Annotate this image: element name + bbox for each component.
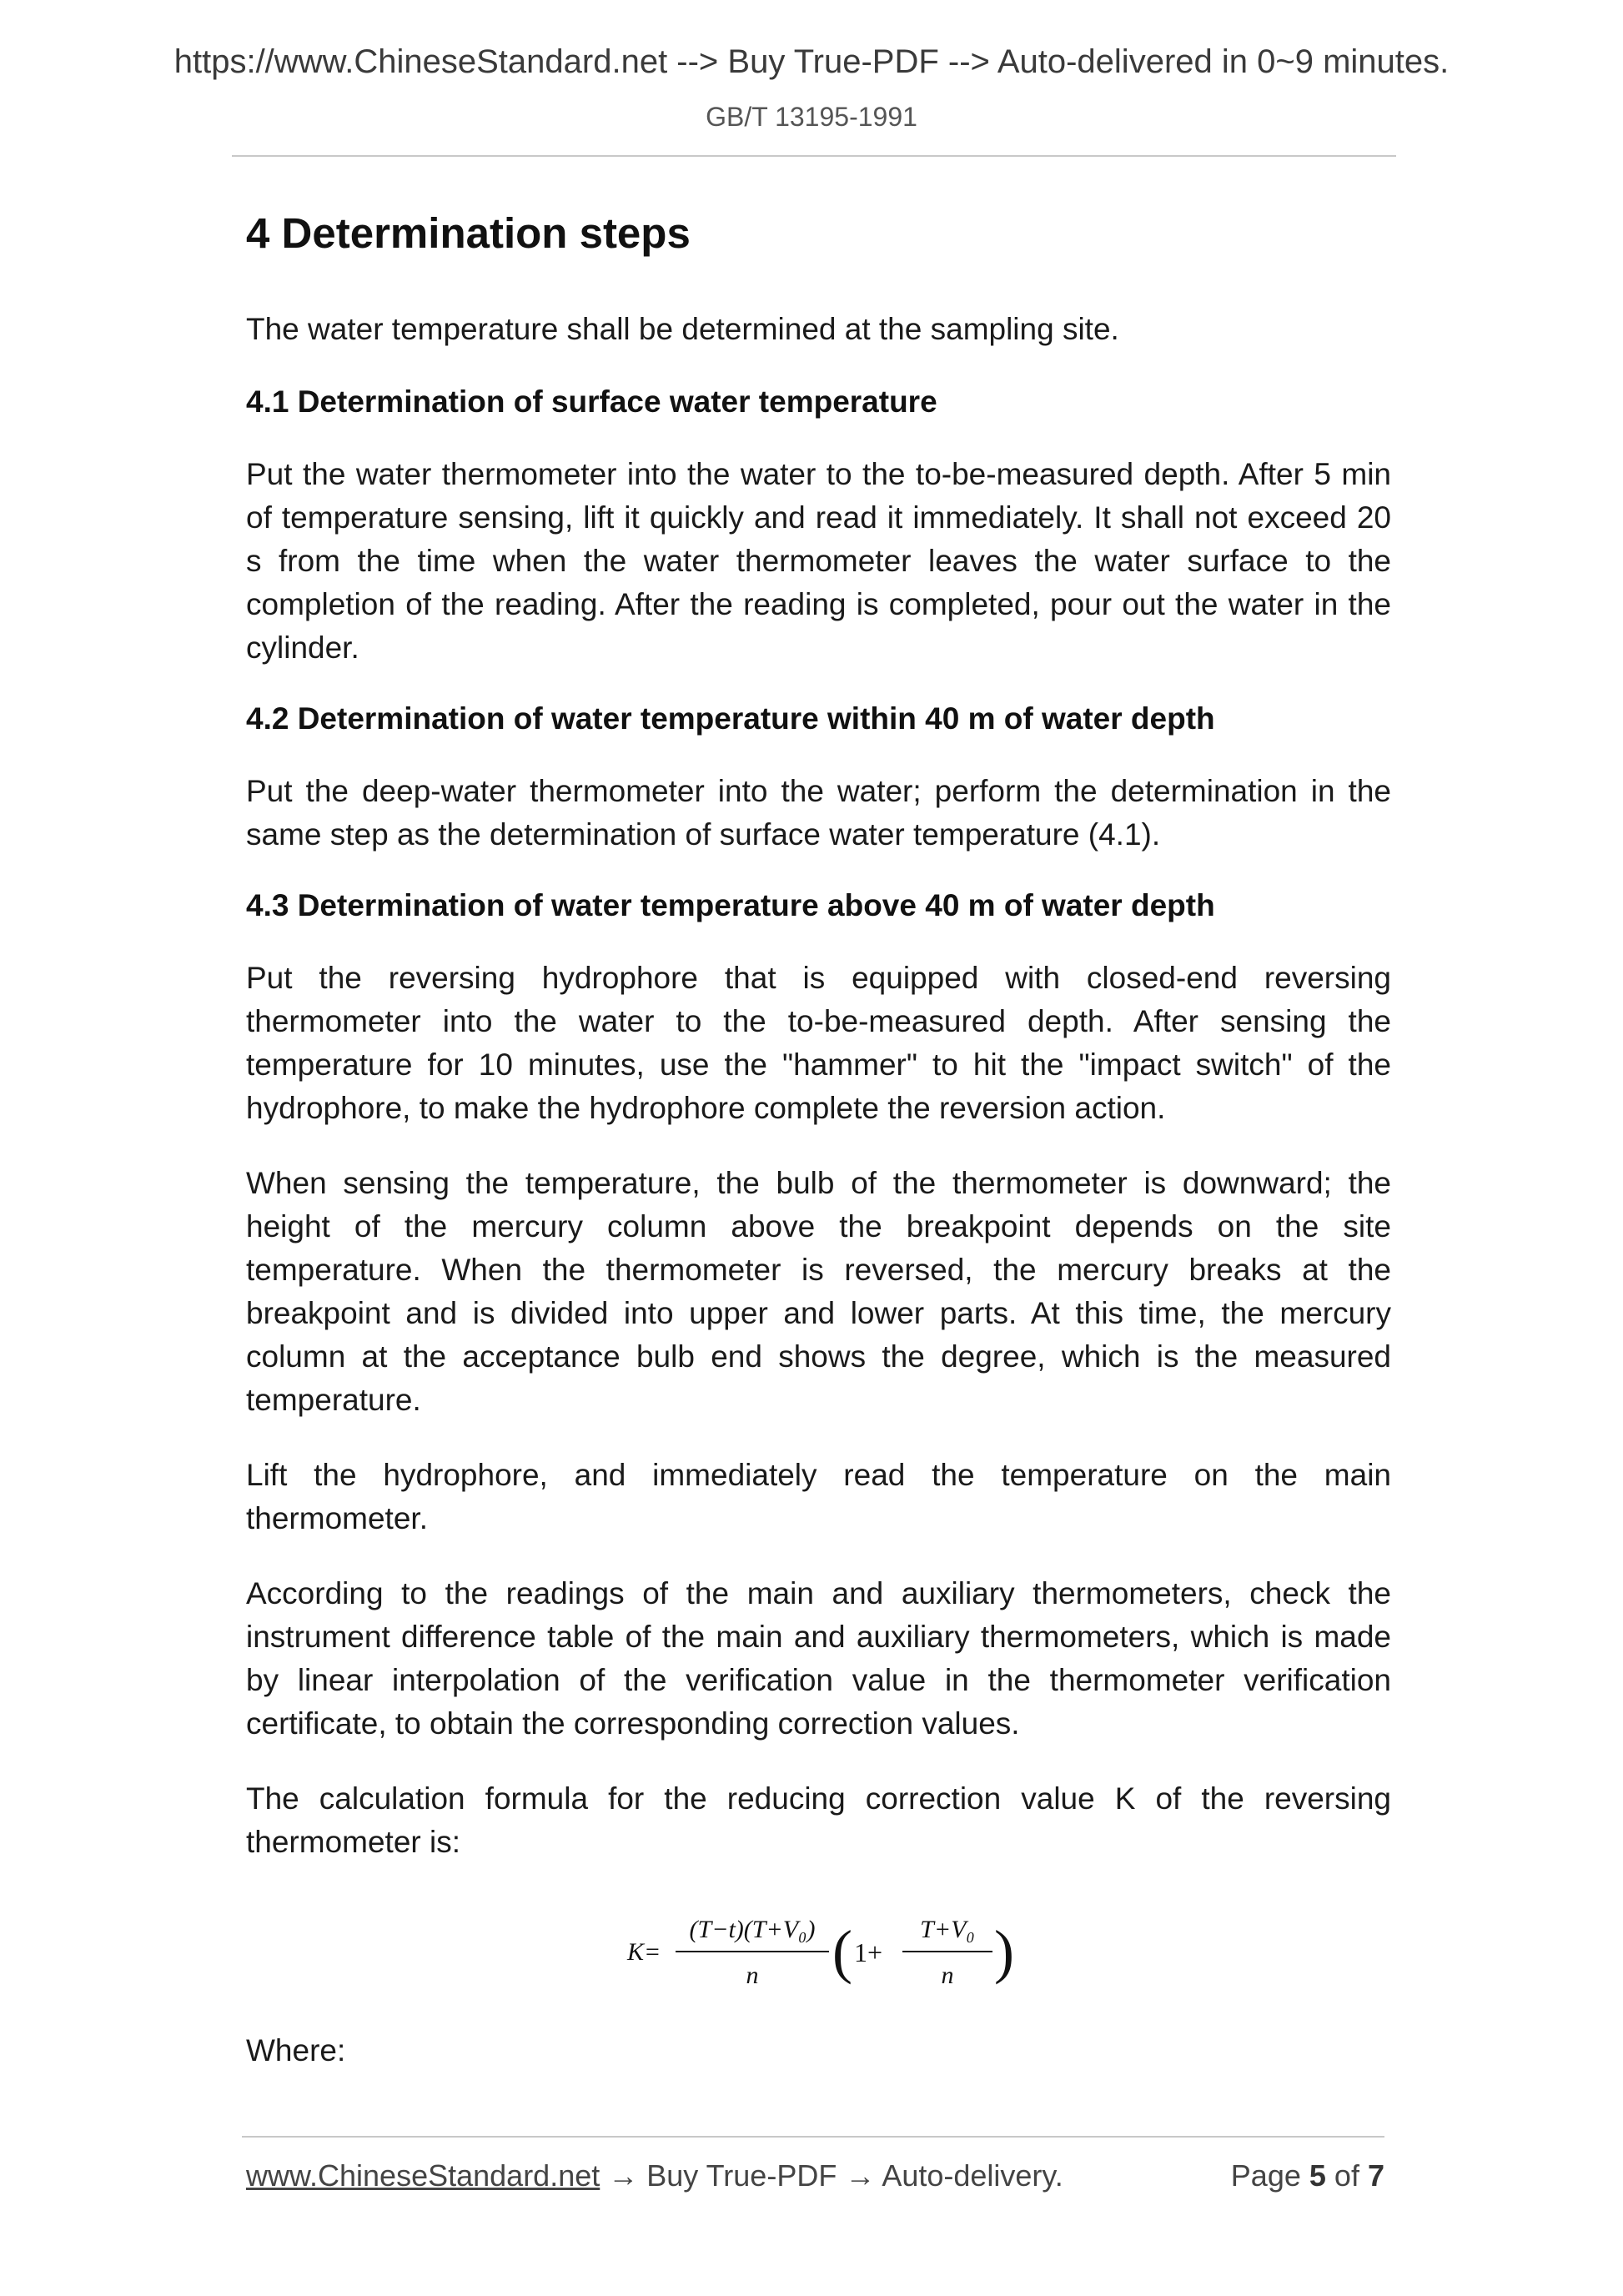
footer-site-link[interactable]: www.ChineseStandard.net	[246, 2158, 600, 2193]
formula-denominator-2: n	[941, 1962, 953, 1989]
page-indicator	[1231, 2158, 1384, 2193]
page-content	[246, 208, 1391, 2104]
section-intro: The water temperature shall be determined at the sampling site.	[246, 312, 1119, 346]
heading-4-2: 4.2 Determination of water temperature within 40 m of water depth	[246, 701, 1215, 736]
formula-numerator-2: T+V₀	[919, 1916, 975, 1943]
paragraph-4-3-c: Lift the hydrophore, and immediately read the temperature on the main thermometer.	[246, 1458, 1391, 1535]
where-label: Where:	[246, 2033, 346, 2067]
header-divider	[232, 155, 1396, 157]
footer-delivery-text: → Buy True-PDF → Auto-delivery.	[600, 2158, 1063, 2193]
paragraph-4-3-a: Put the reversing hydrophore that is equipped with closed-end reversing thermometer into the water to the to-be-measured depth. After sensing the temperature for 10 minutes, use the "hammer" to hit the "impact switch" of the hydrophore, to make the hydrophore complete the reversion action.	[246, 961, 1391, 1125]
formula-left-paren: (	[832, 1918, 852, 1985]
heading-4-3: 4.3 Determination of water temperature above 40 m of water depth	[246, 888, 1215, 922]
paragraph-4-2: Put the deep-water thermometer into the water; perform the determination in the same step as the determination of surface water temperature (4.1).	[246, 774, 1391, 852]
paragraph-4-3-b: When sensing the temperature, the bulb of the thermometer is downward; the height of the mercury column above the breakpoint depends on the site temperature. When the thermometer is reversed, the mercury breaks at the breakpoint and is divided into upper and lower parts. At this time, the mercury column at the acceptance bulb end shows the degree, which is the measured temperature.	[246, 1166, 1391, 1417]
paragraph-4-3-e: The calculation formula for the reducing correction value K of the reversing thermometer is:	[246, 1781, 1391, 1859]
footer-left	[246, 2158, 1063, 2193]
page-number: 5	[1309, 2158, 1326, 2193]
page-word: Page	[1230, 2158, 1301, 2193]
section-title: 4 Determination steps	[246, 209, 691, 257]
header-url-line: https://www.ChineseStandard.net --> Buy True-PDF --> Auto-delivered in 0~9 minutes.	[173, 43, 1450, 80]
formula-lhs: K=	[626, 1938, 661, 1966]
page-footer	[246, 2158, 1384, 2193]
formula-one-plus: 1+	[853, 1937, 882, 1967]
footer-divider	[242, 2136, 1384, 2138]
paragraph-4-3-d: According to the readings of the main and auxiliary thermometers, check the instrument difference table of the main and auxiliary thermometers, which is made by linear interpolation of the verification value in the thermometer verification certificate, to obtain the corresponding correction values.	[246, 1576, 1391, 1741]
paragraph-4-1: Put the water thermometer into the water to the to-be-measured depth. After 5 min of temperature sensing, lift it quickly and read it immediately. It shall not exceed 20 s from the time when the water thermometer leaves the water surface to the completion of the reading. After the reading is completed, pour out the water in the cylinder.	[246, 457, 1391, 665]
formula-right-paren: )	[993, 1918, 1014, 1985]
correction-formula	[246, 1896, 1391, 2004]
heading-4-1: 4.1 Determination of surface water temperature	[246, 384, 937, 419]
formula-denominator-1: n	[746, 1962, 758, 1989]
of-word: of	[1334, 2158, 1359, 2193]
standard-number: GB/T 13195-1991	[706, 102, 917, 132]
formula-graphic	[626, 1900, 1014, 2000]
page-total: 7	[1367, 2158, 1384, 2193]
formula-numerator-1: (T−t)(T+V₀)	[689, 1916, 815, 1943]
